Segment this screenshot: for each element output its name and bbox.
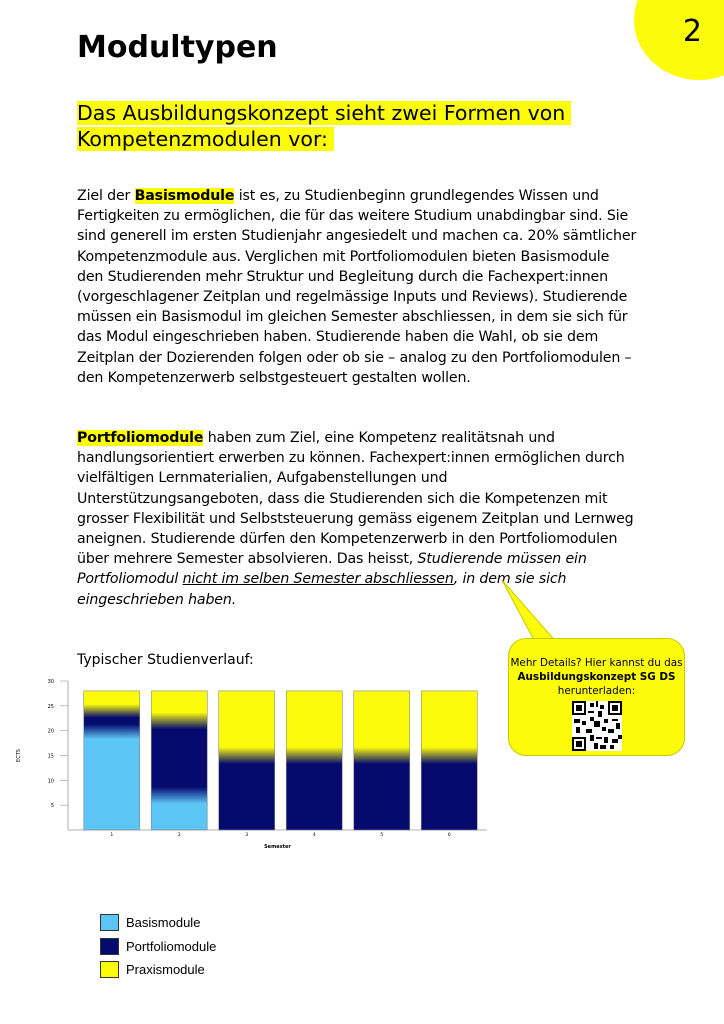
legend-label: Praxismodule: [126, 962, 205, 978]
x-tick-label: 4: [312, 833, 316, 838]
legend-swatch-praxis: [100, 961, 119, 978]
y-tick-label: 5: [50, 803, 54, 810]
y-tick-label: 10: [47, 778, 54, 785]
bar-semester-5: [354, 691, 410, 830]
bar-semester-2: [151, 691, 207, 830]
legend-swatch-portfolio: [100, 938, 119, 955]
basismodule-highlight: Basismodule: [134, 188, 235, 204]
bar-semester-6: [421, 691, 477, 830]
callout-text-1: Mehr Details? Hier kannst du das: [510, 657, 683, 669]
para2-body: haben zum Ziel, eine Kompetenz realitätsnah und handlungsorientiert erwerben zu können. Fachexpert:innen ermöglichen durch vielfältigen Lernmaterialien, Aufgabenstellungen und Unterstützungsangeboten, dass die Studierenden sich die Kompetenzen mit grosser Flexibilität und Selbststeuerung gemäss eigenem Zeitplan und Lernweg aneignen. Studierende dürfen den Kompetenzerwerb in den Portfoliomodulen über mehrere Semester absolvieren. Das heisst,: [77, 430, 634, 568]
y-tick-label: 15: [47, 753, 54, 760]
legend-item-basismodule: [100, 911, 216, 935]
callout-text-2: herunterladen:: [557, 685, 636, 697]
page-title: Modultypen: [77, 30, 278, 65]
para2-italic-1: Studierende müssen ein Portfoliomodul: [77, 551, 587, 588]
y-tick-label: 25: [47, 703, 54, 710]
para1-body: ist es, zu Studienbeginn grundlegendes Wissen und Fertigkeiten zu ermöglichen, die für das weitere Studium unabdingbar sind. Sie sind generell im ersten Studienjahr angesiedelt und machen ca. 20% sämtlicher Kompetenzmodule aus. Verglichen mit Portfoliomodulen bieten Basismodule den Studierenden mehr Struktur und Begleitung durch die Fachexpert:innen (vorgeschlagener Zeitplan und regelmässige Inputs und Reviews). Studierende müssen ein Basismodul im gleichen Semester abschliessen, in dem sie sich für das Modul eingeschrieben haben. Studierende haben die Wahl, ob sie dem Zeitplan der Dozierenden folgen oder ob sie – analog zu den Portfoliomodulen – den Kompetenzerwerb selbstgesteuert gestalten wollen.: [77, 188, 637, 386]
para2-italic-2: , in dem sie sich eingeschrieben haben.: [77, 571, 567, 608]
bar-semester-4: [286, 691, 342, 830]
para1-lead: Ziel der: [77, 188, 135, 204]
y-tick-label: 30: [47, 679, 54, 685]
y-axis-label: ECTS: [16, 749, 22, 762]
basismodule-paragraph: [77, 186, 637, 388]
study-progress-chart: [0, 670, 724, 860]
x-tick-label: 6: [447, 833, 451, 838]
legend-swatch-basis: [100, 914, 119, 931]
chart-legend: [100, 911, 216, 982]
x-tick-label: 1: [110, 833, 114, 838]
portfoliomodule-highlight: Portfoliomodule: [77, 430, 204, 446]
x-tick-label: 3: [245, 833, 249, 838]
subtitle: [77, 100, 597, 152]
x-axis-label: Semester: [264, 844, 291, 850]
callout-link-text[interactable]: Ausbildungskonzept SG DS: [517, 671, 676, 683]
y-tick-label: 20: [47, 728, 54, 735]
legend-label: Basismodule: [126, 915, 201, 931]
subtitle-text: Das Ausbildungskonzept sieht zwei Formen von Kompetenzmodulen vor:: [77, 101, 571, 151]
bar-semester-3: [219, 691, 275, 830]
chart-title: Typischer Studienverlauf:: [77, 652, 254, 668]
x-tick-label: 2: [177, 833, 181, 838]
legend-label: Portfoliomodule: [126, 938, 217, 954]
x-tick-label: 5: [380, 833, 384, 838]
bar-semester-1: [84, 691, 140, 830]
legend-item-portfoliomodule: [100, 935, 216, 959]
legend-item-praxismodule: [100, 958, 216, 982]
page-corner-badge: [634, 0, 724, 80]
para2-italic-underline: nicht im selben Semester abschliessen: [182, 571, 454, 588]
page-number: 2: [682, 14, 702, 49]
